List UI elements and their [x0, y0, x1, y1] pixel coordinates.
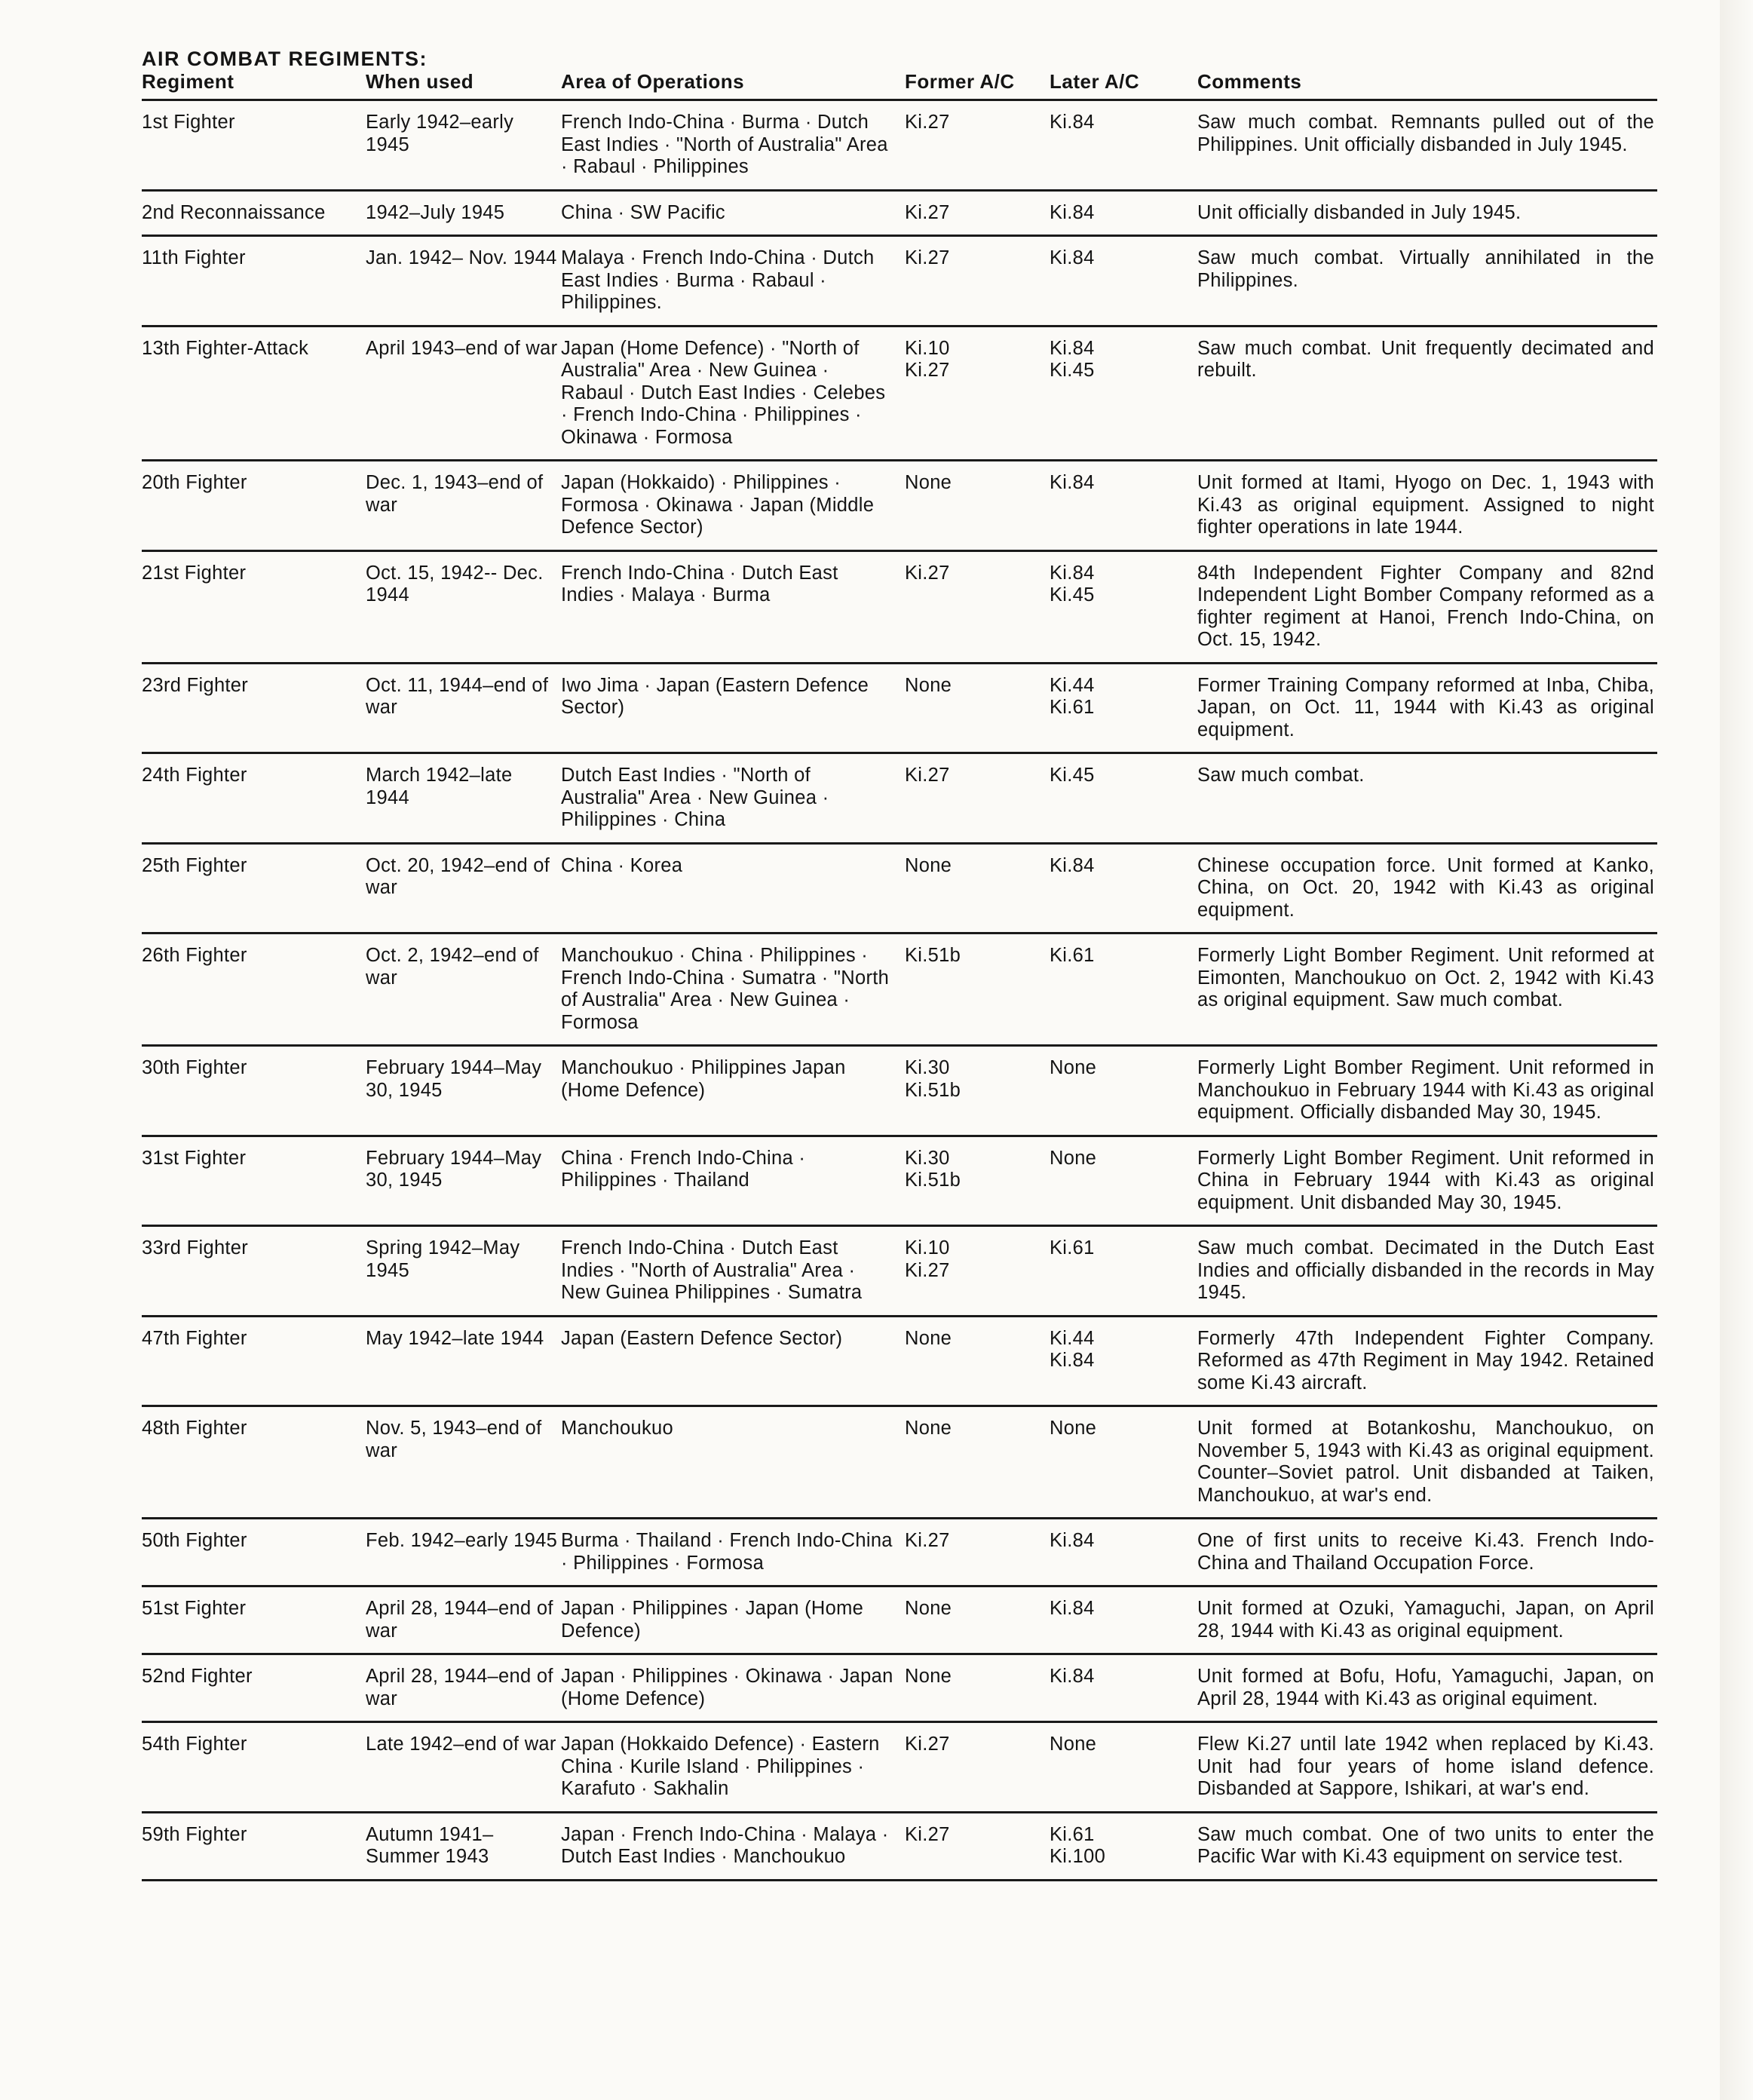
area-cell: French Indo-China · Dutch East Indies · Malaya · Burma — [561, 562, 838, 605]
comments-cell: Chinese occupation force. Unit formed at Kanko, China, on Oct. 20, 1942 with Ki.43 as original equipment. — [1197, 854, 1654, 921]
former-ac-cell: Ki.51b — [905, 945, 961, 966]
area-cell: Malaya · French Indo-China · Dutch East Indies · Burma · Rabaul · Philippines. — [561, 247, 875, 313]
area-cell: Japan · Philippines · Okinawa · Japan (Home Defence) — [561, 1666, 893, 1709]
when-used-cell: Oct. 11, 1944–end of war — [366, 674, 549, 718]
later-ac-cell: Ki.84 Ki.45 — [1050, 562, 1095, 605]
table-body — [142, 101, 1657, 1881]
later-ac-cell: Ki.45 — [1050, 765, 1095, 786]
area-cell: Manchoukuo — [561, 1418, 674, 1439]
table-row — [142, 664, 1657, 755]
former-ac-cell: Ki.10 Ki.27 — [905, 337, 950, 381]
when-used-cell: 1942–July 1945 — [366, 201, 505, 223]
when-used-cell: Dec. 1, 1943–end of war — [366, 472, 544, 516]
regiment-cell: 48th Fighter — [142, 1418, 247, 1439]
when-used-cell: April 28, 1944–end of war — [366, 1666, 553, 1709]
later-ac-cell: Ki.84 — [1050, 472, 1095, 493]
when-used-cell: Spring 1942–May 1945 — [366, 1237, 520, 1281]
area-cell: Burma · Thailand · French Indo-China · Philippines · Formosa — [561, 1530, 893, 1574]
regiment-cell: 59th Fighter — [142, 1823, 247, 1845]
comments-cell: Saw much combat. Remnants pulled out of the Philippines. Unit officially disbanded in July 1945. — [1197, 112, 1654, 155]
table-row — [142, 237, 1657, 327]
regiment-cell: 30th Fighter — [142, 1057, 247, 1078]
header-when-used: When used — [366, 70, 474, 93]
later-ac-cell: Ki.61 — [1050, 945, 1095, 966]
regiment-cell: 52nd Fighter — [142, 1666, 253, 1687]
area-cell: Japan (Home Defence) · "North of Australia" Area · New Guinea · Rabaul · Dutch East Indies · Celebes · French Indo-China · Philippines · Okinawa · Formosa — [561, 337, 886, 448]
later-ac-cell: None — [1050, 1418, 1097, 1439]
area-cell: China · French Indo-China · Philippines · Thailand — [561, 1147, 806, 1191]
table-row — [142, 754, 1657, 845]
former-ac-cell: None — [905, 1327, 952, 1349]
area-cell: Dutch East Indies · "North of Australia" Area · New Guinea · Philippines · China — [561, 765, 829, 830]
former-ac-cell: None — [905, 1666, 952, 1687]
later-ac-cell: None — [1050, 1147, 1097, 1169]
table-row — [142, 327, 1657, 462]
area-cell: French Indo-China · Burma · Dutch East Indies · "North of Australia" Area · Rabaul · Philippines — [561, 112, 888, 177]
later-ac-cell: Ki.44 Ki.61 — [1050, 674, 1095, 718]
regiment-cell: 51st Fighter — [142, 1598, 247, 1619]
former-ac-cell: Ki.27 — [905, 247, 950, 268]
later-ac-cell: Ki.84 — [1050, 201, 1095, 223]
when-used-cell: April 28, 1944–end of war — [366, 1598, 553, 1642]
header-comments: Comments — [1197, 70, 1302, 93]
regiment-cell: 23rd Fighter — [142, 674, 249, 696]
comments-cell: One of first units to receive Ki.43. French Indo-China and Thailand Occupation Force. — [1197, 1530, 1654, 1574]
comments-cell: Unit formed at Botankoshu, Manchoukuo, on November 5, 1943 with Ki.43 as original equipment. Counter–Soviet patrol. Unit disbanded at Taiken, Manchoukuo, at war's end. — [1197, 1418, 1654, 1506]
later-ac-cell: Ki.84 — [1050, 1666, 1095, 1687]
later-ac-cell: Ki.84 Ki.45 — [1050, 337, 1095, 381]
comments-cell: Saw much combat. — [1197, 765, 1365, 786]
former-ac-cell: None — [905, 1418, 952, 1439]
regiment-cell: 20th Fighter — [142, 472, 247, 493]
regiment-cell: 54th Fighter — [142, 1734, 247, 1755]
comments-cell: Flew Ki.27 until late 1942 when replaced by Ki.43. Unit had four years of home island defence. Disbanded at Sappore, Ishikari, at war's end. — [1197, 1734, 1654, 1799]
comments-cell: Saw much combat. Virtually annihilated in the Philippines. — [1197, 247, 1654, 291]
when-used-cell: Late 1942–end of war — [366, 1734, 556, 1755]
when-used-cell: Early 1942–early 1945 — [366, 112, 514, 155]
comments-cell: 84th Independent Fighter Company and 82nd Independent Light Bomber Company reformed as a fighter regiment at Hanoi, French Indo-China, on Oct. 15, 1942. — [1197, 562, 1654, 650]
regiment-cell: 21st Fighter — [142, 562, 247, 584]
table-row — [142, 1227, 1657, 1317]
comments-cell: Saw much combat. One of two units to enter the Pacific War with Ki.43 equipment on service test. — [1197, 1823, 1654, 1867]
table-row — [142, 1047, 1657, 1137]
table-row — [142, 192, 1657, 238]
when-used-cell: Nov. 5, 1943–end of war — [366, 1418, 542, 1461]
when-used-cell: Oct. 2, 1942–end of war — [366, 945, 539, 989]
table-row — [142, 1655, 1657, 1723]
regiment-cell: 33rd Fighter — [142, 1237, 249, 1258]
former-ac-cell: Ki.10 Ki.27 — [905, 1237, 950, 1281]
regiment-cell: 1st Fighter — [142, 112, 235, 133]
later-ac-cell: Ki.61 Ki.100 — [1050, 1823, 1106, 1867]
page-edge — [1720, 0, 1753, 2100]
area-cell: Japan · French Indo-China · Malaya · Dutch East Indies · Manchoukuo — [561, 1823, 889, 1867]
table-row — [142, 1137, 1657, 1228]
when-used-cell: March 1942–late 1944 — [366, 765, 513, 808]
table-row — [142, 461, 1657, 552]
area-cell: Japan (Eastern Defence Sector) — [561, 1327, 843, 1349]
former-ac-cell: Ki.27 — [905, 201, 950, 223]
table-row — [142, 101, 1657, 192]
table-row — [142, 934, 1657, 1047]
later-ac-cell: Ki.44 Ki.84 — [1050, 1327, 1095, 1371]
when-used-cell: May 1942–late 1944 — [366, 1327, 544, 1349]
when-used-cell: Oct. 15, 1942-- Dec. 1944 — [366, 562, 544, 605]
comments-cell: Saw much combat. Unit frequently decimated and rebuilt. — [1197, 337, 1654, 381]
former-ac-cell: None — [905, 472, 952, 493]
table-row — [142, 1519, 1657, 1587]
when-used-cell: February 1944–May 30, 1945 — [366, 1057, 542, 1101]
regiments-table — [142, 48, 1657, 1881]
area-cell: China · SW Pacific — [561, 201, 725, 223]
comments-cell: Unit formed at Itami, Hyogo on Dec. 1, 1943 with Ki.43 as original equipment. Assigned to night fighter operations in late 1944. — [1197, 472, 1654, 538]
table-row — [142, 1813, 1657, 1881]
table-row — [142, 1317, 1657, 1408]
comments-cell: Formerly Light Bomber Regiment. Unit reformed at Eimonten, Manchoukuo on Oct. 2, 1942 with Ki.43 as original equipment. Saw much combat. — [1197, 945, 1654, 1010]
regiment-cell: 13th Fighter-Attack — [142, 337, 309, 359]
header-regiment: Regiment — [142, 70, 234, 93]
comments-cell: Formerly 47th Independent Fighter Company. Reformed as 47th Regiment in May 1942. Retained some Ki.43 aircraft. — [1197, 1327, 1654, 1393]
header-later-ac: Later A/C — [1050, 70, 1140, 93]
regiment-cell: 24th Fighter — [142, 765, 247, 786]
section-title: AIR COMBAT REGIMENTS: — [142, 48, 428, 70]
former-ac-cell: Ki.27 — [905, 562, 950, 584]
table-row — [142, 552, 1657, 664]
former-ac-cell: None — [905, 854, 952, 876]
when-used-cell: February 1944–May 30, 1945 — [366, 1147, 542, 1191]
regiment-cell: 26th Fighter — [142, 945, 247, 966]
area-cell: Manchoukuo · Philippines Japan (Home Defence) — [561, 1057, 846, 1101]
area-cell: Japan (Hokkaido) · Philippines · Formosa · Okinawa · Japan (Middle Defence Sector) — [561, 472, 875, 538]
area-cell: Japan (Hokkaido Defence) · Eastern China · Kurile Island · Philippines · Karafuto · Sakhalin — [561, 1734, 880, 1799]
when-used-cell: April 1943–end of war — [366, 337, 558, 359]
later-ac-cell: Ki.84 — [1050, 854, 1095, 876]
area-cell: Manchoukuo · China · Philippines · French Indo-China · Sumatra · "North of Australia" Area · New Guinea · Formosa — [561, 945, 890, 1033]
former-ac-cell: Ki.27 — [905, 1530, 950, 1551]
comments-cell: Unit formed at Bofu, Hofu, Yamaguchi, Japan, on April 28, 1944 with Ki.43 as original equiment. — [1197, 1666, 1654, 1709]
table-row — [142, 845, 1657, 935]
former-ac-cell: Ki.30 Ki.51b — [905, 1057, 961, 1101]
comments-cell: Unit formed at Ozuki, Yamaguchi, Japan, on April 28, 1944 with Ki.43 as original equipment. — [1197, 1598, 1654, 1642]
header-area: Area of Operations — [561, 70, 745, 93]
when-used-cell: Oct. 20, 1942–end of war — [366, 854, 550, 898]
former-ac-cell: None — [905, 1598, 952, 1619]
regiment-cell: 47th Fighter — [142, 1327, 247, 1349]
comments-cell: Formerly Light Bomber Regiment. Unit reformed in Manchoukuo in February 1944 with Ki.43 as original equipment. Officially disbanded May 30, 1945. — [1197, 1057, 1654, 1123]
area-cell: French Indo-China · Dutch East Indies · "North of Australia" Area · New Guinea Philippines · Sumatra — [561, 1237, 863, 1303]
regiment-cell: 31st Fighter — [142, 1147, 247, 1169]
table-header — [142, 70, 1657, 101]
area-cell: Japan · Philippines · Japan (Home Defence) — [561, 1598, 864, 1642]
when-used-cell: Autumn 1941–Summer 1943 — [366, 1823, 494, 1867]
former-ac-cell: Ki.30 Ki.51b — [905, 1147, 961, 1191]
area-cell: Iwo Jima · Japan (Eastern Defence Sector) — [561, 674, 869, 718]
regiment-cell: 25th Fighter — [142, 854, 247, 876]
regiment-cell: 11th Fighter — [142, 247, 246, 268]
regiment-cell: 2nd Reconnaissance — [142, 201, 326, 223]
later-ac-cell: Ki.84 — [1050, 247, 1095, 268]
when-used-cell: Jan. 1942– Nov. 1944 — [366, 247, 557, 268]
later-ac-cell: Ki.84 — [1050, 1530, 1095, 1551]
later-ac-cell: Ki.61 — [1050, 1237, 1095, 1258]
comments-cell: Former Training Company reformed at Inba, Chiba, Japan, on Oct. 11, 1944 with Ki.43 as original equipment. — [1197, 674, 1654, 740]
later-ac-cell: Ki.84 — [1050, 1598, 1095, 1619]
comments-cell: Unit officially disbanded in July 1945. — [1197, 201, 1522, 223]
former-ac-cell: Ki.27 — [905, 765, 950, 786]
former-ac-cell: Ki.27 — [905, 112, 950, 133]
table-row — [142, 1723, 1657, 1813]
later-ac-cell: None — [1050, 1057, 1097, 1078]
former-ac-cell: Ki.27 — [905, 1823, 950, 1845]
regiment-cell: 50th Fighter — [142, 1530, 247, 1551]
comments-cell: Saw much combat. Decimated in the Dutch East Indies and officially disbanded in the records in May 1945. — [1197, 1237, 1654, 1303]
comments-cell: Formerly Light Bomber Regiment. Unit reformed in China in February 1944 with Ki.43 as original equipment. Unit disbanded May 30, 1945. — [1197, 1147, 1654, 1213]
table-row — [142, 1587, 1657, 1655]
former-ac-cell: None — [905, 674, 952, 696]
later-ac-cell: None — [1050, 1734, 1097, 1755]
former-ac-cell: Ki.27 — [905, 1734, 950, 1755]
later-ac-cell: Ki.84 — [1050, 112, 1095, 133]
when-used-cell: Feb. 1942–early 1945 — [366, 1530, 558, 1551]
header-former-ac: Former A/C — [905, 70, 1015, 93]
table-row — [142, 1407, 1657, 1519]
area-cell: China · Korea — [561, 854, 683, 876]
